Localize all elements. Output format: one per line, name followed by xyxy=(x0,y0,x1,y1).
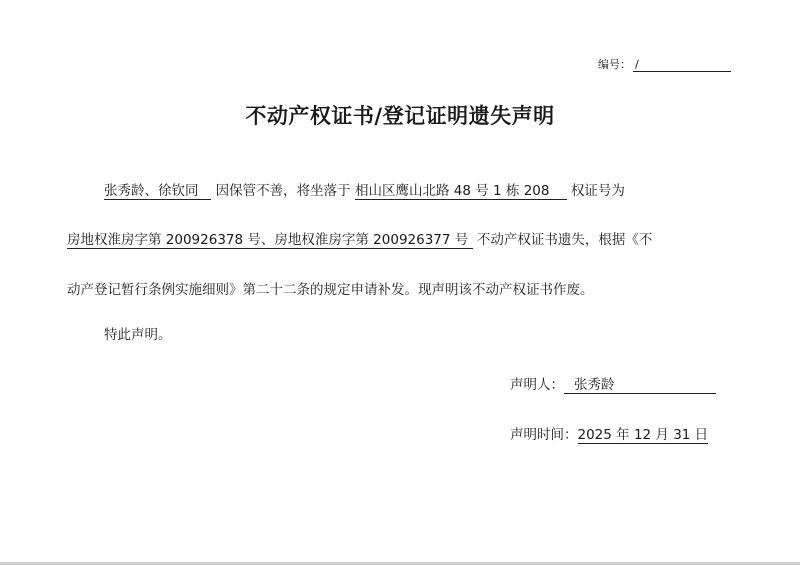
page-title: 不动产权证书/登记证明遗失声明 xyxy=(245,103,555,128)
serial-number xyxy=(598,56,731,72)
body-line-3: 动产登记暂行条例实施细则》第二十二条的规定申请补发。现声明该不动产权证书作废。 xyxy=(67,282,594,298)
address-pad xyxy=(549,183,566,200)
declarant-label: 声明人： xyxy=(510,377,564,393)
property-address: 相山区鹰山北路 48 号 1 栋 208 xyxy=(354,183,550,199)
body-text-3: 不动产权证书遗失，根据《不 xyxy=(476,232,653,248)
closing-text: 特此声明。 xyxy=(104,327,172,343)
cert-pad xyxy=(468,232,472,249)
body-line-2 xyxy=(67,230,652,250)
declarant-name: 张秀龄 xyxy=(564,373,716,394)
declarant-row xyxy=(510,373,716,394)
body-line-1 xyxy=(104,181,625,201)
date-row xyxy=(510,423,708,443)
owner-names: 张秀龄、徐钦同 xyxy=(104,183,199,199)
body-text-2: 权证号为 xyxy=(570,183,625,199)
declaration-date: 2025 年 12 月 31 日 xyxy=(577,427,709,443)
certificate-numbers: 房地权淮房字第 200926378 号、房地权淮房字第 200926377 号 xyxy=(67,232,469,248)
body-text-1: 因保管不善，将坐落于 xyxy=(215,183,351,199)
serial-value: / xyxy=(633,58,731,72)
serial-label: 编号： xyxy=(598,58,631,71)
owner-names-pad xyxy=(199,183,212,200)
date-label: 声明时间： xyxy=(510,427,578,443)
